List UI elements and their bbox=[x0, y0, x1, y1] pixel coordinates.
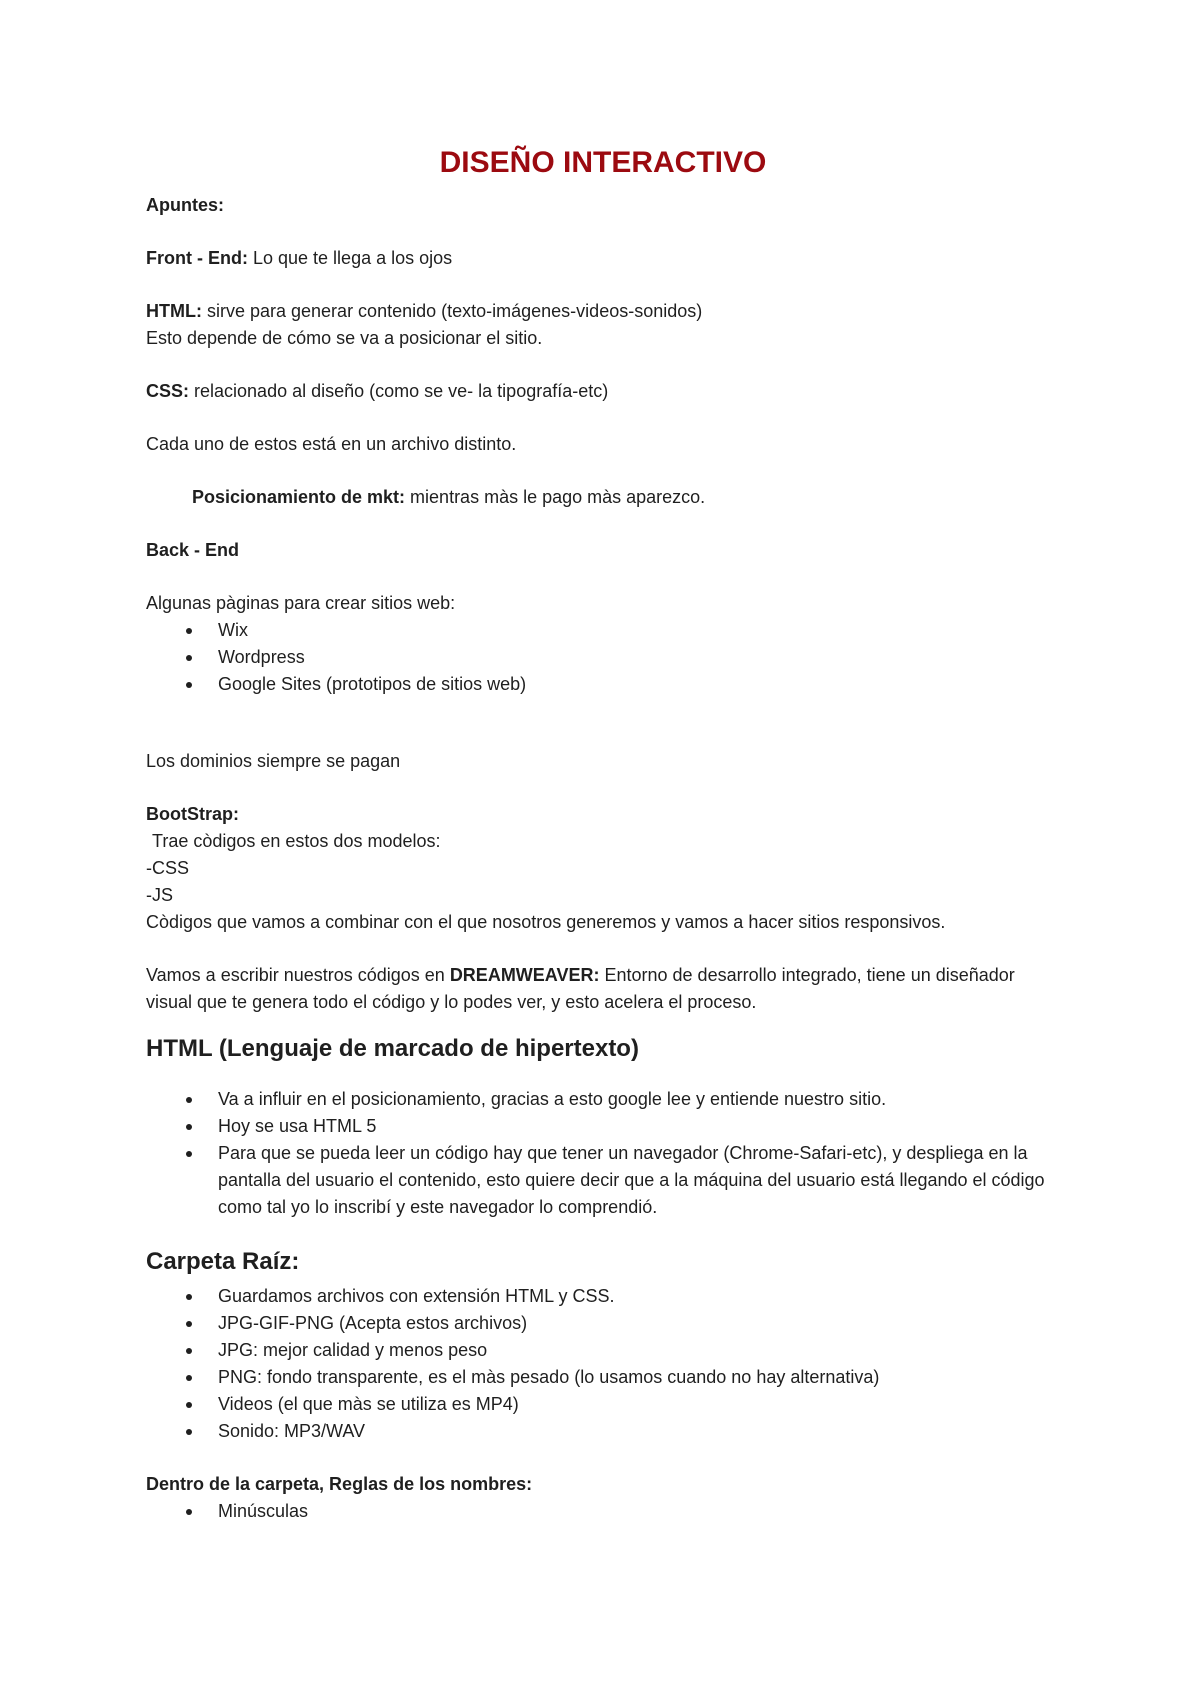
list-item: JPG: mejor calidad y menos peso bbox=[218, 1337, 1060, 1364]
posicionamiento-line bbox=[146, 484, 1060, 511]
list-item: Videos (el que màs se utiliza es MP4) bbox=[218, 1391, 1060, 1418]
dreamweaver-pre: Vamos a escribir nuestros códigos en bbox=[146, 965, 450, 985]
posicionamiento-label: Posicionamiento de mkt: bbox=[192, 487, 406, 507]
bootstrap-line-2: -CSS bbox=[146, 858, 190, 878]
front-end-label: Front - End: bbox=[146, 248, 248, 268]
css-label: CSS: bbox=[146, 381, 190, 401]
posicionamiento-text: mientras màs le pago màs aparezco. bbox=[405, 487, 706, 507]
dominios-line: Los dominios siempre se pagan bbox=[146, 751, 401, 771]
carpeta-list bbox=[146, 1283, 1060, 1445]
bootstrap-label: BootStrap: bbox=[146, 804, 239, 824]
sites-list bbox=[146, 617, 1060, 698]
reglas-list bbox=[146, 1498, 1060, 1525]
html-text: sirve para generar contenido (texto-imágenes-videos-sonidos) bbox=[201, 301, 703, 321]
front-end-text: Lo que te llega a los ojos bbox=[247, 248, 453, 268]
reglas-label: Dentro de la carpeta, Reglas de los nombres: bbox=[146, 1474, 533, 1494]
dreamweaver-paragraph bbox=[146, 962, 1060, 1016]
apuntes-label: Apuntes: bbox=[146, 195, 224, 215]
list-item: Minúsculas bbox=[218, 1498, 1060, 1525]
front-end-line bbox=[146, 245, 1060, 272]
dreamweaver-post: Entorno de desarrollo integrado, tiene un diseñador visual que te genera todo el código y lo podes ver, y esto acelera el proceso. bbox=[146, 965, 1015, 1012]
list-item: JPG-GIF-PNG (Acepta estos archivos) bbox=[218, 1310, 1060, 1337]
list-item: Wix bbox=[218, 617, 1060, 644]
bootstrap-line-4: Còdigos que vamos a combinar con el que nosotros generemos y vamos a hacer sitios responsivos. bbox=[146, 912, 946, 932]
html-line-2: Esto depende de cómo se va a posicionar el sitio. bbox=[146, 328, 543, 348]
css-text: relacionado al diseño (como se ve- la tipografía-etc) bbox=[189, 381, 609, 401]
list-item: Google Sites (prototipos de sitios web) bbox=[218, 671, 1060, 698]
list-item: Hoy se usa HTML 5 bbox=[218, 1113, 1060, 1140]
css-line bbox=[146, 378, 1060, 405]
html-heading: HTML (Lenguaje de marcado de hipertexto) bbox=[146, 1035, 639, 1062]
cada-uno-line: Cada uno de estos está en un archivo distinto. bbox=[146, 434, 517, 454]
list-item: Va a influir en el posicionamiento, gracias a esto google lee y entiende nuestro sitio. bbox=[218, 1086, 1060, 1113]
algunas-line: Algunas pàginas para crear sitios web: bbox=[146, 593, 456, 613]
document-title: DISEÑO INTERACTIVO bbox=[439, 146, 767, 179]
html-label: HTML: bbox=[146, 301, 202, 321]
list-item: Sonido: MP3/WAV bbox=[218, 1418, 1060, 1445]
html-line bbox=[146, 298, 1060, 325]
list-item: Wordpress bbox=[218, 644, 1060, 671]
list-item: Para que se pueda leer un código hay que tener un navegador (Chrome-Safari-etc), y despliega en la pantalla del usuario el contenido, esto quiere decir que a la máquina del usuario está llegando el código como tal yo lo inscribí y este navegador lo comprendió. bbox=[218, 1140, 1060, 1221]
bootstrap-line-1: Trae còdigos en estos dos modelos: bbox=[152, 831, 441, 851]
list-item: Guardamos archivos con extensión HTML y CSS. bbox=[218, 1283, 1060, 1310]
back-end-label: Back - End bbox=[146, 540, 240, 560]
bootstrap-line-3: -JS bbox=[146, 885, 173, 905]
list-item: PNG: fondo transparente, es el màs pesado (lo usamos cuando no hay alternativa) bbox=[218, 1364, 1060, 1391]
carpeta-heading: Carpeta Raíz: bbox=[146, 1248, 300, 1275]
html-list bbox=[146, 1086, 1060, 1221]
dreamweaver-label: DREAMWEAVER: bbox=[449, 965, 600, 985]
